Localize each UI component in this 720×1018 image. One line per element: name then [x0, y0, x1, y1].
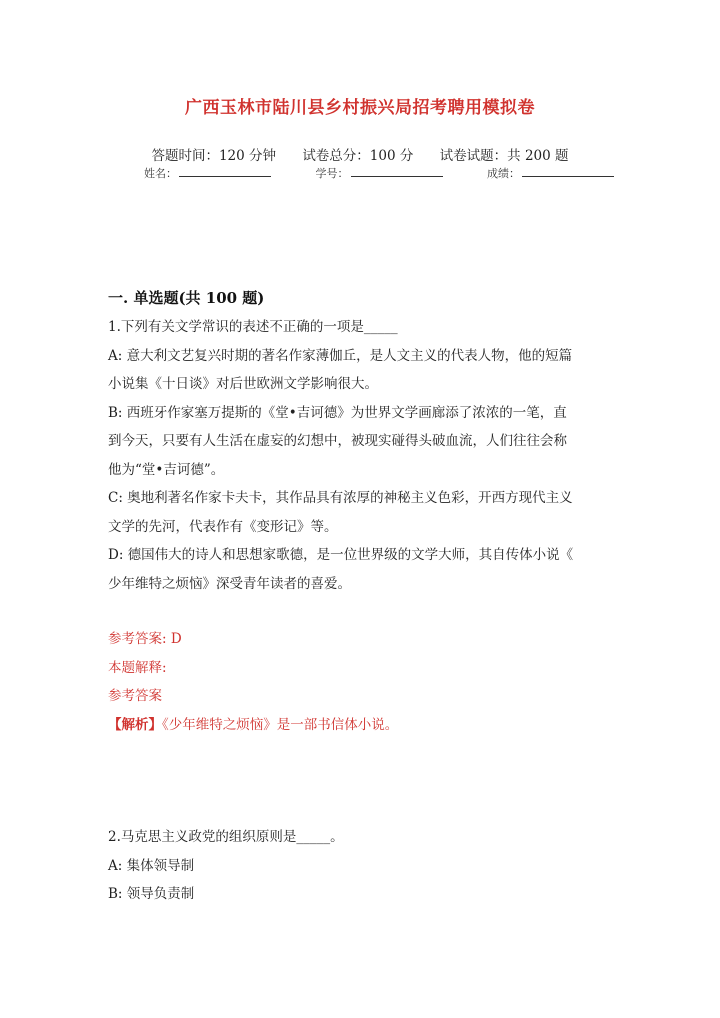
section-title: 一. 单选题(共 100 题): [108, 289, 265, 307]
id-blank: [351, 166, 443, 177]
question-1: [108, 313, 618, 598]
analysis-text: 《少年维特之烦恼》是一部书信体小说。: [162, 716, 399, 733]
question-1-option-a-line1: A: 意大利文艺复兴时期的著名作家薄伽丘，是人文主义的代表人物，他的短篇: [108, 347, 573, 364]
student-info: [144, 165, 614, 181]
question-2: [108, 823, 618, 909]
name-label: 姓名：: [144, 167, 177, 180]
question-1-option-b-line2: 到今天，只要有人生活在虚妄的幻想中，被现实碰得头破血流，人们往往会称: [108, 433, 567, 449]
question-1-option-d-line2: 少年维特之烦恼》深受青年读者的喜爱。: [108, 575, 351, 592]
question-1-option-c-line1: C: 奥地利著名作家卡夫卡，其作品具有浓厚的神秘主义色彩，开西方现代主义: [108, 490, 573, 506]
id-field: [316, 165, 443, 181]
question-1-stem: 1.下列有关文学常识的表述不正确的一项是_____: [108, 319, 398, 335]
question-1-answer-block: [108, 625, 618, 739]
question-1-option-d-line1: D: 德国伟大的诗人和思想家歌德，是一位世界级的文学大师，其自传体小说《: [108, 547, 574, 563]
question-1-answer: 参考答案: D: [108, 631, 182, 647]
question-1-option-b-line3: 他为“堂•吉诃德”。: [108, 461, 225, 478]
score-blank: [522, 166, 614, 177]
id-label: 学号：: [315, 167, 349, 180]
question-2-option-b: B: 领导负责制: [108, 886, 195, 902]
exam-title: 广西玉林市陆川县乡村振兴局招考聘用模拟卷: [185, 98, 535, 118]
analysis-tag: 【解析】: [108, 716, 162, 733]
question-1-option-c-line2: 文学的先河，代表作有《变形记》等。: [108, 518, 338, 535]
score-label: 成绩：: [487, 167, 520, 180]
question-1-reference-label: 参考答案: [108, 688, 162, 704]
question-1-option-b-line1: B: 西班牙作家塞万提斯的《堂•吉诃德》为世界文学画廊添了浓浓的一笔，直: [108, 404, 567, 421]
exam-time: 答题时间：120 分钟: [151, 148, 277, 164]
question-2-option-a: A: 集体领导制: [108, 857, 195, 874]
question-1-explain-label: 本题解释:: [108, 659, 167, 676]
exam-total-questions: 试卷试题：共 200 题: [439, 148, 569, 164]
question-1-analysis: [108, 711, 618, 740]
exam-meta: [0, 144, 720, 164]
score-field: [487, 165, 614, 181]
name-field: [144, 165, 271, 181]
question-1-option-a-line2: 小说集《十日谈》对后世欧洲文学影响很大。: [108, 376, 378, 392]
name-blank: [179, 166, 271, 177]
question-2-stem: 2.马克思主义政党的组织原则是_____。: [108, 829, 344, 845]
exam-total-score: 试卷总分：100 分: [302, 148, 414, 164]
